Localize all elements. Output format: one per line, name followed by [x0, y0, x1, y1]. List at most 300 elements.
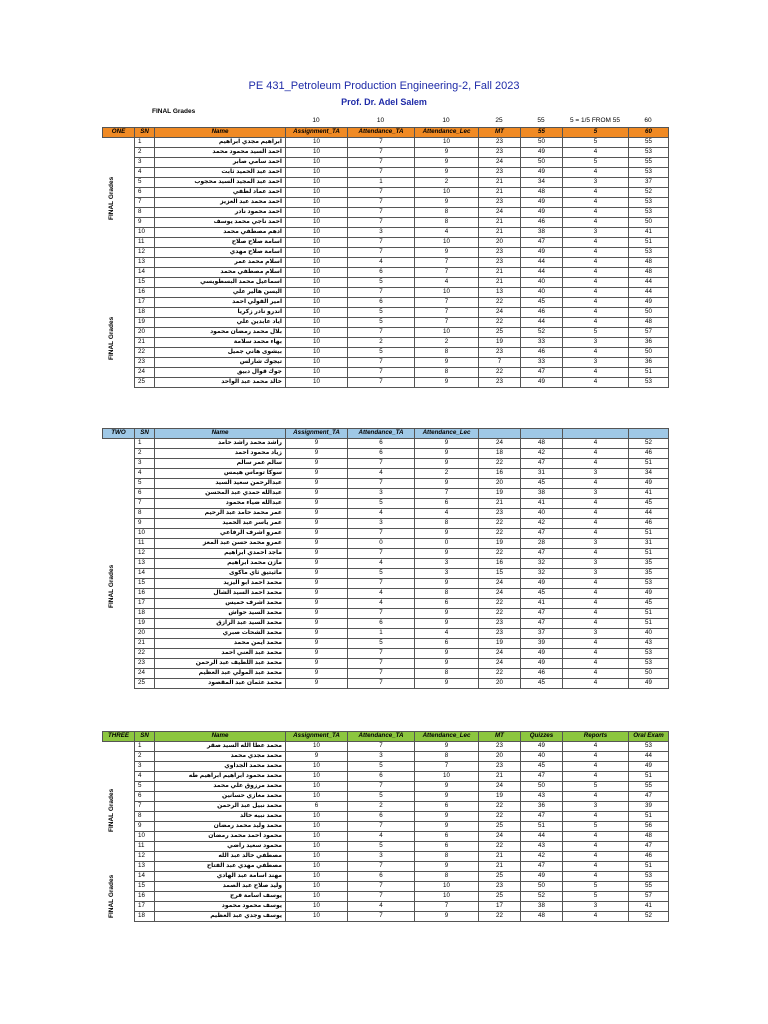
- cell-bonus: 4: [563, 579, 629, 589]
- cell-assignment-ta: 9: [286, 669, 348, 679]
- cell-bonus: 4: [563, 639, 629, 649]
- cell-assignment-ta: 9: [286, 579, 348, 589]
- cell-bonus: 4: [563, 459, 629, 469]
- cell-bonus: 4: [563, 509, 629, 519]
- cell-mt: 23: [479, 168, 521, 178]
- cell-mt: 20: [479, 752, 521, 762]
- cell-attendance-lec: 9: [415, 449, 479, 459]
- cell-name: احمد محمود نادر: [155, 208, 286, 218]
- cell-attendance-lec: 9: [415, 248, 479, 258]
- column-header-assignment-ta: Assignment_TA: [286, 128, 348, 138]
- table-row: [103, 569, 669, 579]
- cell-attendance-ta: 1: [348, 178, 415, 188]
- table-row: [103, 348, 669, 358]
- table-row: [103, 499, 669, 509]
- table-row: [103, 912, 669, 922]
- cell-assignment-ta: 10: [286, 188, 348, 198]
- cell-bonus: 4: [563, 449, 629, 459]
- cell-mt: 21: [479, 862, 521, 872]
- cell-final: 51: [629, 812, 669, 822]
- cell-total: 50: [521, 158, 563, 168]
- cell-assignment-ta: 10: [286, 882, 348, 892]
- cell-bonus: 4: [563, 218, 629, 228]
- cell-final: 41: [629, 228, 669, 238]
- cell-attendance-lec: 8: [415, 368, 479, 378]
- cell-mt: 17: [479, 902, 521, 912]
- cell-name: يوسف اسامة فرج: [155, 892, 286, 902]
- cell-total: 42: [521, 852, 563, 862]
- cell-sn: 6: [135, 489, 155, 499]
- cell-total: 44: [521, 318, 563, 328]
- cell-final: 43: [629, 639, 669, 649]
- cell-total: 47: [521, 529, 563, 539]
- cell-attendance-lec: 9: [415, 579, 479, 589]
- cell-total: 43: [521, 792, 563, 802]
- cell-final: 44: [629, 752, 669, 762]
- cell-attendance-lec: 9: [415, 358, 479, 368]
- cell-total: 50: [521, 882, 563, 892]
- cell-mt: 23: [479, 248, 521, 258]
- cell-mt: 24: [479, 208, 521, 218]
- cell-sn: 20: [135, 629, 155, 639]
- cell-attendance-lec: 4: [415, 278, 479, 288]
- cell-attendance-lec: 10: [415, 288, 479, 298]
- cell-attendance-ta: 5: [348, 308, 415, 318]
- cell-attendance-ta: 7: [348, 782, 415, 792]
- cell-assignment-ta: 10: [286, 168, 348, 178]
- cell-mt: 22: [479, 912, 521, 922]
- cell-attendance-lec: 7: [415, 298, 479, 308]
- cell-attendance-ta: 5: [348, 348, 415, 358]
- cell-sn: 3: [135, 459, 155, 469]
- cell-total: 44: [521, 268, 563, 278]
- column-header-sn: SN: [135, 128, 155, 138]
- table-row: [103, 529, 669, 539]
- cell-mt: 25: [479, 872, 521, 882]
- cell-bonus: 4: [563, 148, 629, 158]
- cell-sn: 4: [135, 469, 155, 479]
- cell-name: خالد محمد عبد الواحد: [155, 378, 286, 388]
- cell-mt: 21: [479, 228, 521, 238]
- cell-name: عمر محمد حامد عبد الرحيم: [155, 509, 286, 519]
- table-row: [103, 368, 669, 378]
- cell-mt: 21: [479, 188, 521, 198]
- cell-sn: 17: [135, 298, 155, 308]
- cell-mt: 21: [479, 278, 521, 288]
- cell-bonus: 4: [563, 549, 629, 559]
- cell-mt: 20: [479, 238, 521, 248]
- cell-attendance-ta: 5: [348, 762, 415, 772]
- cell-sn: 11: [135, 539, 155, 549]
- cell-bonus: 4: [563, 529, 629, 539]
- cell-bonus: 3: [563, 489, 629, 499]
- cell-attendance-lec: 9: [415, 198, 479, 208]
- row-gutter: [103, 659, 135, 669]
- cell-mt: 15: [479, 569, 521, 579]
- cell-attendance-ta: 7: [348, 822, 415, 832]
- cell-mt: 22: [479, 519, 521, 529]
- cell-final: 44: [629, 509, 669, 519]
- table-row: [103, 762, 669, 772]
- column-header-attendance-lec: Attendance_Lec: [415, 429, 479, 439]
- cell-bonus: 4: [563, 439, 629, 449]
- cell-mt: 23: [479, 138, 521, 148]
- cell-assignment-ta: 9: [286, 599, 348, 609]
- cell-total: 52: [521, 892, 563, 902]
- row-gutter: [103, 842, 135, 852]
- cell-name: عمرو محمد حسن عبد المعز: [155, 539, 286, 549]
- cell-name: محمد مجدي محمد: [155, 752, 286, 762]
- cell-total: 46: [521, 218, 563, 228]
- cell-bonus: 3: [563, 802, 629, 812]
- cell-attendance-lec: 4: [415, 629, 479, 639]
- cell-attendance-ta: 7: [348, 892, 415, 902]
- cell-sn: 15: [135, 579, 155, 589]
- cell-final: 51: [629, 238, 669, 248]
- cell-final: 48: [629, 832, 669, 842]
- cell-attendance-ta: 5: [348, 792, 415, 802]
- cell-sn: 17: [135, 902, 155, 912]
- cell-attendance-ta: 1: [348, 629, 415, 639]
- cell-name: زياد محمود احمد: [155, 449, 286, 459]
- cell-name: ابراهيم مجدي ابراهيم: [155, 138, 286, 148]
- cell-sn: 3: [135, 762, 155, 772]
- cell-attendance-ta: 7: [348, 479, 415, 489]
- cell-attendance-lec: 7: [415, 489, 479, 499]
- column-header-sn: SN: [135, 429, 155, 439]
- cell-name: محمد السيد حواش: [155, 609, 286, 619]
- cell-bonus: 4: [563, 378, 629, 388]
- cell-sn: 12: [135, 248, 155, 258]
- cell-mt: 24: [479, 589, 521, 599]
- cell-name: محمد السيد عبد الرازق: [155, 619, 286, 629]
- cell-attendance-ta: 7: [348, 882, 415, 892]
- table-row: [103, 589, 669, 599]
- row-gutter: [103, 459, 135, 469]
- row-gutter: [103, 469, 135, 479]
- cell-total: 40: [521, 509, 563, 519]
- row-gutter: [103, 489, 135, 499]
- column-header-bonus: 5: [563, 128, 629, 138]
- cell-final: 55: [629, 882, 669, 892]
- row-gutter: [103, 509, 135, 519]
- cell-attendance-lec: 8: [415, 669, 479, 679]
- table-row: [103, 659, 669, 669]
- cell-sn: 18: [135, 308, 155, 318]
- cell-attendance-ta: 7: [348, 248, 415, 258]
- cell-mt: 20: [479, 679, 521, 689]
- cell-total: 46: [521, 669, 563, 679]
- cell-bonus: 4: [563, 288, 629, 298]
- cell-mt: 23: [479, 882, 521, 892]
- cell-assignment-ta: 10: [286, 822, 348, 832]
- cell-assignment-ta: 9: [286, 659, 348, 669]
- cell-attendance-ta: 3: [348, 752, 415, 762]
- cell-total: 41: [521, 499, 563, 509]
- cell-final: 46: [629, 519, 669, 529]
- cell-assignment-ta: 9: [286, 519, 348, 529]
- row-gutter: [103, 762, 135, 772]
- table-row: [103, 822, 669, 832]
- cell-attendance-lec: 7: [415, 308, 479, 318]
- cell-assignment-ta: 9: [286, 609, 348, 619]
- cell-total: 47: [521, 368, 563, 378]
- cell-attendance-ta: 4: [348, 599, 415, 609]
- cell-attendance-ta: 7: [348, 238, 415, 248]
- cell-name: تيجوك شارلس: [155, 358, 286, 368]
- table-row: [103, 449, 669, 459]
- table-row: [103, 158, 669, 168]
- cell-total: 36: [521, 802, 563, 812]
- cell-sn: 23: [135, 358, 155, 368]
- cell-assignment-ta: 9: [286, 439, 348, 449]
- cell-total: 49: [521, 579, 563, 589]
- cell-total: 49: [521, 872, 563, 882]
- cell-sn: 24: [135, 669, 155, 679]
- cell-attendance-lec: 6: [415, 499, 479, 509]
- cell-total: 41: [521, 599, 563, 609]
- cell-name: ماثيتيق ثاي ماكوى: [155, 569, 286, 579]
- cell-final: 50: [629, 669, 669, 679]
- cell-bonus: 4: [563, 792, 629, 802]
- cell-sn: 16: [135, 589, 155, 599]
- cell-final: 53: [629, 659, 669, 669]
- cell-name: عمر ياسر عبد الحميد: [155, 519, 286, 529]
- cell-name: احمد ناجي محمد يوسف: [155, 218, 286, 228]
- table-row: [103, 228, 669, 238]
- cell-attendance-ta: 6: [348, 268, 415, 278]
- cell-mt: 22: [479, 842, 521, 852]
- cell-name: احمد السيد محمود محمد: [155, 148, 286, 158]
- cell-attendance-ta: 0: [348, 539, 415, 549]
- cell-name: ادهم مصطفي محمد: [155, 228, 286, 238]
- cell-sn: 12: [135, 549, 155, 559]
- row-gutter: [103, 862, 135, 872]
- table-row: [103, 328, 669, 338]
- cell-final: 53: [629, 742, 669, 752]
- cell-attendance-ta: 7: [348, 912, 415, 922]
- cell-attendance-ta: 7: [348, 659, 415, 669]
- row-gutter: [103, 529, 135, 539]
- cell-attendance-lec: 4: [415, 509, 479, 519]
- cell-attendance-ta: 7: [348, 378, 415, 388]
- max-mt: 25: [495, 117, 503, 124]
- cell-bonus: 5: [563, 882, 629, 892]
- cell-name: مصطفي مهدي عبد الفتاح: [155, 862, 286, 872]
- column-header-attendance-ta: Attendance_TA: [348, 732, 415, 742]
- row-gutter: [103, 752, 135, 762]
- section-label: THREE: [103, 732, 135, 742]
- cell-bonus: 3: [563, 559, 629, 569]
- cell-final: 55: [629, 138, 669, 148]
- cell-total: 47: [521, 459, 563, 469]
- table-row: [103, 812, 669, 822]
- cell-bonus: 5: [563, 138, 629, 148]
- cell-assignment-ta: 9: [286, 679, 348, 689]
- row-gutter: [103, 298, 135, 308]
- cell-mt: 19: [479, 639, 521, 649]
- cell-bonus: 4: [563, 912, 629, 922]
- cell-assignment-ta: 10: [286, 872, 348, 882]
- cell-sn: 18: [135, 912, 155, 922]
- grades-table-two: [102, 428, 669, 689]
- cell-total: 47: [521, 549, 563, 559]
- row-gutter: [103, 258, 135, 268]
- cell-attendance-ta: 7: [348, 218, 415, 228]
- cell-sn: 25: [135, 378, 155, 388]
- cell-attendance-ta: 7: [348, 609, 415, 619]
- cell-attendance-ta: 7: [348, 138, 415, 148]
- cell-attendance-ta: 7: [348, 368, 415, 378]
- cell-mt: 22: [479, 609, 521, 619]
- cell-sn: 2: [135, 148, 155, 158]
- column-header-bonus: [563, 429, 629, 439]
- cell-attendance-lec: 8: [415, 752, 479, 762]
- cell-sn: 10: [135, 529, 155, 539]
- cell-bonus: 5: [563, 892, 629, 902]
- cell-attendance-lec: 9: [415, 659, 479, 669]
- column-header-assignment-ta: Assignment_TA: [286, 732, 348, 742]
- table-row: [103, 649, 669, 659]
- cell-assignment-ta: 10: [286, 148, 348, 158]
- cell-mt: 22: [479, 802, 521, 812]
- table-row: [103, 268, 669, 278]
- cell-mt: 21: [479, 178, 521, 188]
- cell-sn: 1: [135, 138, 155, 148]
- table-row: [103, 148, 669, 158]
- cell-bonus: 3: [563, 178, 629, 188]
- cell-total: 32: [521, 559, 563, 569]
- cell-final: 47: [629, 842, 669, 852]
- cell-mt: 22: [479, 298, 521, 308]
- cell-name: بهاء محمد سلامة: [155, 338, 286, 348]
- row-gutter: [103, 228, 135, 238]
- cell-name: احمد عبد المجيد السيد محجوب: [155, 178, 286, 188]
- cell-sn: 22: [135, 649, 155, 659]
- cell-final: 48: [629, 318, 669, 328]
- cell-mt: 21: [479, 499, 521, 509]
- table-row: [103, 782, 669, 792]
- cell-total: 46: [521, 348, 563, 358]
- row-gutter: [103, 238, 135, 248]
- cell-mt: 16: [479, 559, 521, 569]
- cell-name: بيشوى هاني جميل: [155, 348, 286, 358]
- column-header-name: Name: [155, 429, 286, 439]
- cell-total: 47: [521, 619, 563, 629]
- cell-attendance-lec: 6: [415, 802, 479, 812]
- cell-final: 53: [629, 872, 669, 882]
- cell-total: 42: [521, 519, 563, 529]
- cell-final: 51: [629, 459, 669, 469]
- cell-assignment-ta: 10: [286, 862, 348, 872]
- cell-attendance-lec: 9: [415, 679, 479, 689]
- column-header-final: 60: [629, 128, 669, 138]
- row-gutter: [103, 378, 135, 388]
- cell-total: 46: [521, 308, 563, 318]
- cell-bonus: 4: [563, 168, 629, 178]
- cell-bonus: 5: [563, 328, 629, 338]
- cell-mt: 25: [479, 822, 521, 832]
- cell-name: راشد محمد راشد حامد: [155, 439, 286, 449]
- table-row: [103, 288, 669, 298]
- final-grades-label: FINAL Grades: [152, 108, 196, 115]
- row-gutter: [103, 138, 135, 148]
- cell-final: 53: [629, 148, 669, 158]
- table-row: [103, 278, 669, 288]
- cell-attendance-lec: 9: [415, 529, 479, 539]
- column-header-name: Name: [155, 732, 286, 742]
- cell-attendance-ta: 5: [348, 842, 415, 852]
- table-row: [103, 469, 669, 479]
- cell-assignment-ta: 9: [286, 449, 348, 459]
- cell-total: 49: [521, 649, 563, 659]
- table-row: [103, 629, 669, 639]
- cell-attendance-ta: 7: [348, 168, 415, 178]
- cell-name: محمد احمد السيد الشال: [155, 589, 286, 599]
- cell-mt: 19: [479, 539, 521, 549]
- cell-name: احمد سامي صابر: [155, 158, 286, 168]
- cell-bonus: 4: [563, 619, 629, 629]
- cell-bonus: 4: [563, 298, 629, 308]
- cell-name: محمد عبد المولي عبد العظيم: [155, 669, 286, 679]
- cell-sn: 13: [135, 258, 155, 268]
- column-header-name: Name: [155, 128, 286, 138]
- cell-final: 51: [629, 529, 669, 539]
- table-row: [103, 559, 669, 569]
- table-row: [103, 902, 669, 912]
- cell-bonus: 4: [563, 752, 629, 762]
- cell-mt: 21: [479, 852, 521, 862]
- cell-attendance-lec: 6: [415, 842, 479, 852]
- cell-name: محمد نبيه خالد: [155, 812, 286, 822]
- cell-assignment-ta: 10: [286, 832, 348, 842]
- cell-name: محمد احمد ابو اليزيد: [155, 579, 286, 589]
- cell-bonus: 4: [563, 832, 629, 842]
- cell-assignment-ta: 10: [286, 378, 348, 388]
- cell-attendance-lec: 0: [415, 539, 479, 549]
- cell-name: اليسن هالير علي: [155, 288, 286, 298]
- cell-bonus: 5: [563, 822, 629, 832]
- cell-attendance-ta: 7: [348, 158, 415, 168]
- cell-final: 44: [629, 278, 669, 288]
- cell-attendance-lec: 2: [415, 338, 479, 348]
- table-row: [103, 509, 669, 519]
- table-row: [103, 599, 669, 609]
- cell-assignment-ta: 10: [286, 742, 348, 752]
- cell-bonus: 4: [563, 208, 629, 218]
- cell-total: 28: [521, 539, 563, 549]
- cell-mt: 23: [479, 258, 521, 268]
- cell-final: 51: [629, 619, 669, 629]
- cell-final: 50: [629, 308, 669, 318]
- cell-total: 45: [521, 762, 563, 772]
- cell-total: 40: [521, 278, 563, 288]
- cell-name: اسامة صلاح صلاح: [155, 238, 286, 248]
- cell-bonus: 3: [563, 629, 629, 639]
- cell-assignment-ta: 9: [286, 529, 348, 539]
- cell-final: 35: [629, 569, 669, 579]
- table-row: [103, 248, 669, 258]
- cell-sn: 21: [135, 338, 155, 348]
- cell-mt: 7: [479, 358, 521, 368]
- table-row: [103, 198, 669, 208]
- cell-assignment-ta: 10: [286, 208, 348, 218]
- cell-name: محمد ايمن محمد: [155, 639, 286, 649]
- table-row: [103, 459, 669, 469]
- cell-total: 47: [521, 772, 563, 782]
- cell-final: 53: [629, 208, 669, 218]
- cell-sn: 25: [135, 679, 155, 689]
